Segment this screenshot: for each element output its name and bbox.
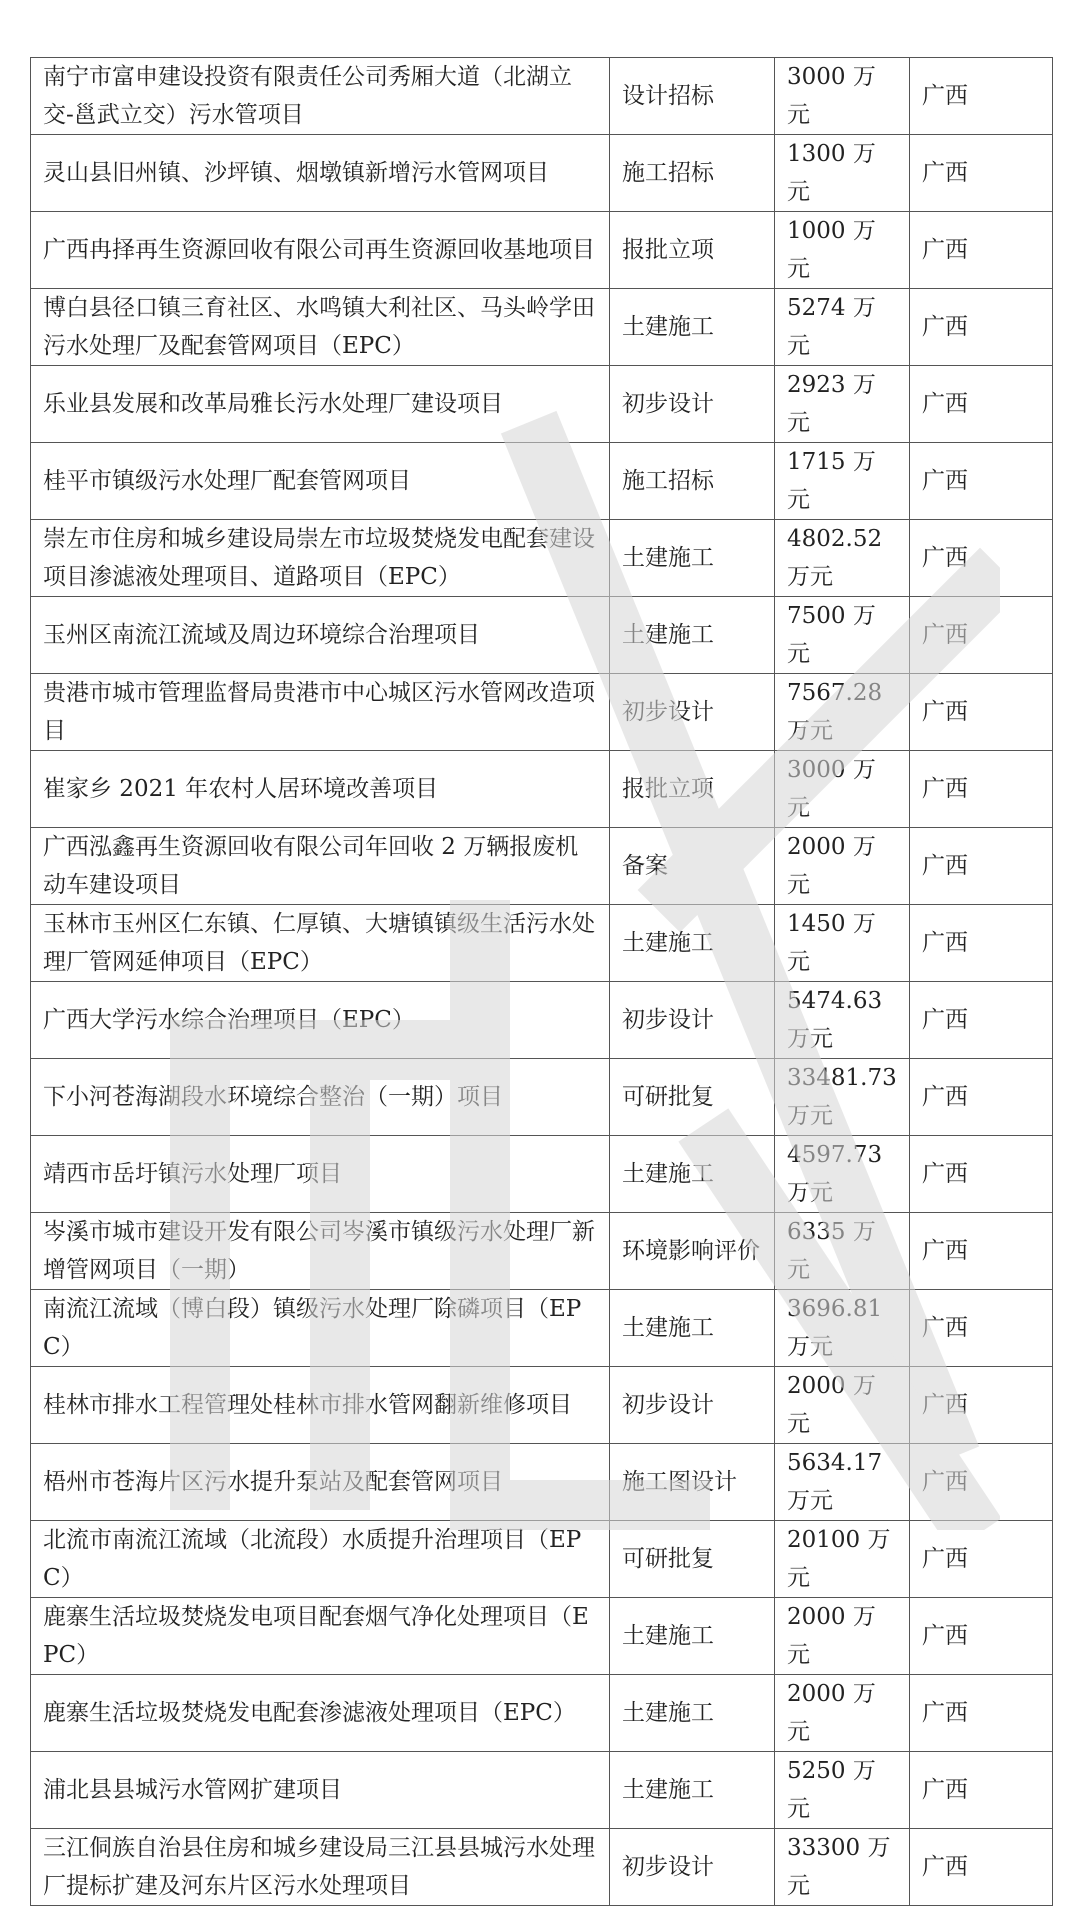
table-row — [31, 135, 1053, 212]
project-stage-cell: 可研批复 — [610, 1059, 775, 1136]
project-amount-cell: 33300 万元 — [775, 1829, 910, 1906]
project-stage-cell: 设计招标 — [610, 58, 775, 135]
project-region-cell: 广西 — [910, 1598, 1053, 1675]
table-row — [31, 1675, 1053, 1752]
project-amount-cell: 6335 万元 — [775, 1213, 910, 1290]
table-row — [31, 289, 1053, 366]
table-row — [31, 443, 1053, 520]
project-region-cell: 广西 — [910, 1213, 1053, 1290]
table-row — [31, 751, 1053, 828]
project-stage-cell: 土建施工 — [610, 289, 775, 366]
project-stage-cell: 报批立项 — [610, 212, 775, 289]
project-amount-cell: 2000 万元 — [775, 1367, 910, 1444]
project-amount-cell: 1715 万元 — [775, 443, 910, 520]
project-region-cell: 广西 — [910, 135, 1053, 212]
project-amount-cell: 2000 万元 — [775, 1598, 910, 1675]
table-row — [31, 1136, 1053, 1213]
project-name-cell: 下小河苍海湖段水环境综合整治（一期）项目 — [31, 1059, 610, 1136]
project-region-cell: 广西 — [910, 1290, 1053, 1367]
project-stage-cell: 初步设计 — [610, 674, 775, 751]
project-table — [30, 57, 1053, 1906]
project-region-cell: 广西 — [910, 443, 1053, 520]
project-name-cell: 南流江流域（博白段）镇级污水处理厂除磷项目（EPC） — [31, 1290, 610, 1367]
project-name-cell: 岑溪市城市建设开发有限公司岑溪市镇级污水处理厂新增管网项目（一期） — [31, 1213, 610, 1290]
table-row — [31, 674, 1053, 751]
project-region-cell: 广西 — [910, 1829, 1053, 1906]
table-row — [31, 212, 1053, 289]
project-region-cell: 广西 — [910, 905, 1053, 982]
project-name-cell: 浦北县县城污水管网扩建项目 — [31, 1752, 610, 1829]
table-row — [31, 1367, 1053, 1444]
project-region-cell: 广西 — [910, 1444, 1053, 1521]
table-body — [31, 58, 1053, 1906]
table-row — [31, 828, 1053, 905]
project-name-cell: 北流市南流江流域（北流段）水质提升治理项目（EPC） — [31, 1521, 610, 1598]
project-region-cell: 广西 — [910, 1367, 1053, 1444]
project-amount-cell: 4597.73 万元 — [775, 1136, 910, 1213]
project-name-cell: 桂平市镇级污水处理厂配套管网项目 — [31, 443, 610, 520]
project-stage-cell: 土建施工 — [610, 1675, 775, 1752]
project-amount-cell: 3000 万元 — [775, 58, 910, 135]
project-amount-cell: 5250 万元 — [775, 1752, 910, 1829]
project-name-cell: 梧州市苍海片区污水提升泵站及配套管网项目 — [31, 1444, 610, 1521]
project-amount-cell: 1000 万元 — [775, 212, 910, 289]
project-stage-cell: 土建施工 — [610, 1752, 775, 1829]
table-row — [31, 1829, 1053, 1906]
project-amount-cell: 5634.17 万元 — [775, 1444, 910, 1521]
project-table-container — [30, 57, 1052, 1906]
project-amount-cell: 7567.28 万元 — [775, 674, 910, 751]
table-row — [31, 1444, 1053, 1521]
project-stage-cell: 土建施工 — [610, 1136, 775, 1213]
table-row — [31, 366, 1053, 443]
project-name-cell: 靖西市岳圩镇污水处理厂项目 — [31, 1136, 610, 1213]
project-amount-cell: 1450 万元 — [775, 905, 910, 982]
project-name-cell: 玉林市玉州区仁东镇、仁厚镇、大塘镇镇级生活污水处理厂管网延伸项目（EPC） — [31, 905, 610, 982]
project-amount-cell: 3696.81 万元 — [775, 1290, 910, 1367]
project-amount-cell: 5274 万元 — [775, 289, 910, 366]
table-row — [31, 1521, 1053, 1598]
project-region-cell: 广西 — [910, 289, 1053, 366]
project-stage-cell: 可研批复 — [610, 1521, 775, 1598]
project-name-cell: 广西泓鑫再生资源回收有限公司年回收 2 万辆报废机动车建设项目 — [31, 828, 610, 905]
table-row — [31, 520, 1053, 597]
project-region-cell: 广西 — [910, 1059, 1053, 1136]
project-name-cell: 桂林市排水工程管理处桂林市排水管网翻新维修项目 — [31, 1367, 610, 1444]
table-row — [31, 1598, 1053, 1675]
project-region-cell: 广西 — [910, 366, 1053, 443]
project-name-cell: 鹿寨生活垃圾焚烧发电配套渗滤液处理项目（EPC） — [31, 1675, 610, 1752]
table-row — [31, 1213, 1053, 1290]
project-stage-cell: 施工招标 — [610, 443, 775, 520]
project-region-cell: 广西 — [910, 520, 1053, 597]
project-name-cell: 南宁市富申建设投资有限责任公司秀厢大道（北湖立交-邕武立交）污水管项目 — [31, 58, 610, 135]
project-amount-cell: 33481.73 万元 — [775, 1059, 910, 1136]
project-name-cell: 贵港市城市管理监督局贵港市中心城区污水管网改造项目 — [31, 674, 610, 751]
project-name-cell: 乐业县发展和改革局雅长污水处理厂建设项目 — [31, 366, 610, 443]
project-name-cell: 崔家乡 2021 年农村人居环境改善项目 — [31, 751, 610, 828]
project-stage-cell: 土建施工 — [610, 520, 775, 597]
table-row — [31, 1059, 1053, 1136]
project-region-cell: 广西 — [910, 1136, 1053, 1213]
table-row — [31, 905, 1053, 982]
project-amount-cell: 1300 万元 — [775, 135, 910, 212]
table-row — [31, 1752, 1053, 1829]
project-amount-cell: 5474.63 万元 — [775, 982, 910, 1059]
project-region-cell: 广西 — [910, 674, 1053, 751]
project-name-cell: 崇左市住房和城乡建设局崇左市垃圾焚烧发电配套建设项目渗滤液处理项目、道路项目（EPC） — [31, 520, 610, 597]
project-stage-cell: 土建施工 — [610, 1290, 775, 1367]
project-name-cell: 博白县径口镇三育社区、水鸣镇大利社区、马头岭学田污水处理厂及配套管网项目（EPC） — [31, 289, 610, 366]
project-amount-cell: 7500 万元 — [775, 597, 910, 674]
table-row — [31, 597, 1053, 674]
table-row — [31, 58, 1053, 135]
project-stage-cell: 环境影响评价 — [610, 1213, 775, 1290]
project-region-cell: 广西 — [910, 597, 1053, 674]
project-region-cell: 广西 — [910, 751, 1053, 828]
project-stage-cell: 初步设计 — [610, 1367, 775, 1444]
project-stage-cell: 初步设计 — [610, 982, 775, 1059]
project-stage-cell: 施工图设计 — [610, 1444, 775, 1521]
project-region-cell: 广西 — [910, 1752, 1053, 1829]
project-stage-cell: 初步设计 — [610, 366, 775, 443]
project-stage-cell: 初步设计 — [610, 1829, 775, 1906]
project-amount-cell: 2000 万元 — [775, 1675, 910, 1752]
project-region-cell: 广西 — [910, 58, 1053, 135]
project-amount-cell: 2923 万元 — [775, 366, 910, 443]
project-region-cell: 广西 — [910, 1675, 1053, 1752]
project-name-cell: 三江侗族自治县住房和城乡建设局三江县县城污水处理厂提标扩建及河东片区污水处理项目 — [31, 1829, 610, 1906]
project-stage-cell: 土建施工 — [610, 597, 775, 674]
project-stage-cell: 土建施工 — [610, 1598, 775, 1675]
project-name-cell: 灵山县旧州镇、沙坪镇、烟墩镇新增污水管网项目 — [31, 135, 610, 212]
project-name-cell: 玉州区南流江流域及周边环境综合治理项目 — [31, 597, 610, 674]
project-stage-cell: 施工招标 — [610, 135, 775, 212]
project-region-cell: 广西 — [910, 212, 1053, 289]
project-region-cell: 广西 — [910, 828, 1053, 905]
project-stage-cell: 报批立项 — [610, 751, 775, 828]
project-amount-cell: 2000 万元 — [775, 828, 910, 905]
project-name-cell: 广西冉择再生资源回收有限公司再生资源回收基地项目 — [31, 212, 610, 289]
project-amount-cell: 3000 万元 — [775, 751, 910, 828]
project-stage-cell: 备案 — [610, 828, 775, 905]
project-amount-cell: 4802.52 万元 — [775, 520, 910, 597]
project-name-cell: 广西大学污水综合治理项目（EPC） — [31, 982, 610, 1059]
project-region-cell: 广西 — [910, 982, 1053, 1059]
project-amount-cell: 20100 万元 — [775, 1521, 910, 1598]
project-region-cell: 广西 — [910, 1521, 1053, 1598]
table-row — [31, 1290, 1053, 1367]
table-row — [31, 982, 1053, 1059]
project-stage-cell: 土建施工 — [610, 905, 775, 982]
project-name-cell: 鹿寨生活垃圾焚烧发电项目配套烟气净化处理项目（EPC） — [31, 1598, 610, 1675]
